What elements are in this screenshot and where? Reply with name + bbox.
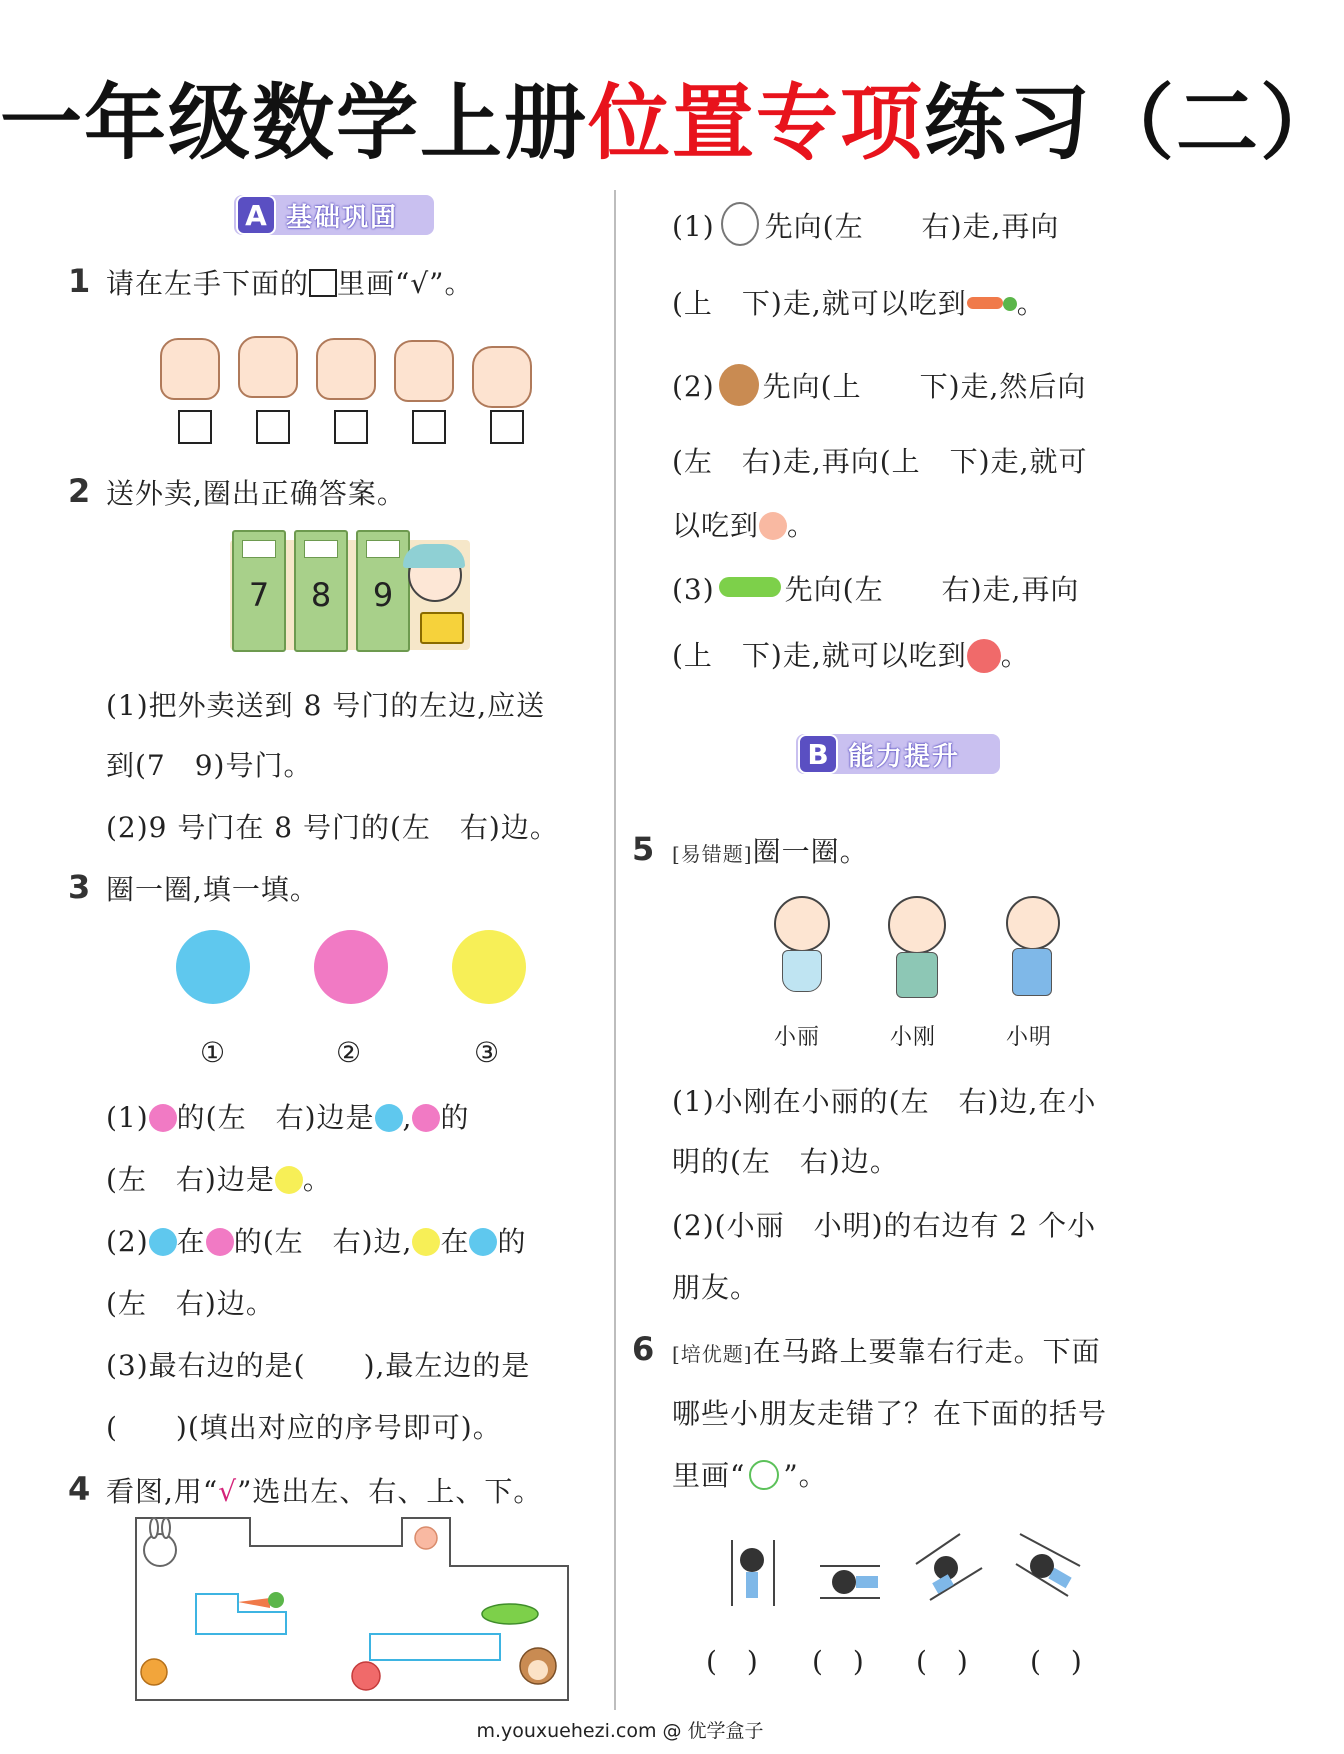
answer-bracket[interactable]: ( ) — [1030, 1645, 1083, 1678]
blue-dot-icon — [375, 1104, 403, 1132]
circle-label-2: ② — [336, 1036, 363, 1069]
apple-icon — [967, 639, 1001, 673]
door-7: 7 — [232, 530, 286, 652]
answer-bracket[interactable]: ( ) — [916, 1645, 969, 1678]
q3-part1-line1: (1) 的(左 右)边是 , 的 — [106, 1101, 470, 1134]
maze-map — [134, 1516, 574, 1702]
food-box-icon — [420, 612, 464, 644]
q1-text-b: 里画“√”。 — [337, 267, 474, 300]
rabbit-icon — [721, 202, 759, 246]
circle-label-1: ① — [200, 1036, 227, 1069]
q5-prompt: [易错题]圈一圈。 — [672, 835, 869, 868]
q3-part3-line1: (3)最右边的是( ),最左边的是 — [106, 1349, 531, 1382]
q1-text-a: 请在左手下面的 — [106, 267, 310, 300]
yellow-circle — [452, 930, 526, 1004]
section-b-label: 能力提升 — [848, 741, 961, 772]
answer-checkbox[interactable] — [412, 410, 446, 444]
q3-part3-line2: ( )(填出对应的序号即可)。 — [106, 1411, 502, 1444]
column-divider — [614, 190, 616, 1710]
apple-icon — [352, 1662, 380, 1690]
carrot-leaf-icon — [1003, 297, 1017, 311]
q4-part3-line1: (3) 先向(左 右)走,再向 — [672, 573, 1080, 606]
door-9: 9 — [356, 530, 410, 652]
q3-part2-line2: (左 右)边。 — [106, 1287, 275, 1320]
kid-walking-icon — [1030, 1554, 1054, 1578]
q5-part2-line2: 朋友。 — [672, 1271, 760, 1304]
kid-walking-icon — [832, 1570, 856, 1594]
q2-part1-line2: 到(7 9)号门。 — [106, 749, 313, 782]
q2-part2: (2)9 号门在 8 号门的(左 右)边。 — [106, 811, 559, 844]
kid-name-xiaogang: 小刚 — [890, 1025, 937, 1050]
q3-part1-line2: (左 右)边是 。 — [106, 1163, 332, 1196]
question-number: 5 — [632, 830, 655, 868]
q4-part2-line3: 以吃到 。 — [672, 509, 817, 542]
section-a-header — [234, 195, 434, 235]
tag-advanced: [培优题] — [672, 1342, 753, 1366]
rabbit-ear-icon — [162, 1518, 170, 1538]
answer-checkbox[interactable] — [178, 410, 212, 444]
q5-part1-line1: (1)小刚在小丽的(左 右)边,在小 — [672, 1085, 1097, 1118]
section-a-letter: A — [236, 195, 276, 235]
carrot-leaf-icon — [268, 1592, 284, 1608]
section-b-letter: B — [798, 734, 838, 774]
tag-easy-mistake: [易错题] — [672, 842, 753, 866]
q5-part1-line2: 明的(左 右)边。 — [672, 1145, 899, 1178]
helmet-icon — [403, 544, 465, 568]
question-number: 6 — [632, 1330, 655, 1368]
door-8: 8 — [294, 530, 348, 652]
kid-body-icon — [856, 1576, 878, 1588]
caterpillar-icon — [482, 1604, 538, 1624]
answer-checkbox[interactable] — [490, 410, 524, 444]
hand-thumbs-up-icon — [160, 338, 220, 400]
kid-xiaogang-icon — [884, 896, 946, 1006]
page-title — [0, 58, 1344, 175]
q4-part2-line2: (左 右)走,再向(上 下)走,就可 — [672, 445, 1088, 478]
q6-line2: 哪些小朋友走错了？在下面的括号 — [672, 1397, 1108, 1430]
answer-checkbox[interactable] — [256, 410, 290, 444]
hand-pointing-icon — [472, 346, 532, 408]
q4-prompt: 看图,用“√”选出左、右、上、下。 — [106, 1475, 543, 1508]
title-part3: 练习（二） — [924, 76, 1344, 171]
check-mark: √ — [218, 1475, 238, 1508]
answer-checkbox[interactable] — [334, 410, 368, 444]
q3-part2-line1: (2) 在 的(左 右)边, 在 的 — [106, 1225, 527, 1258]
kid-name-xiaoli: 小丽 — [774, 1025, 821, 1050]
blue-dot-icon — [149, 1228, 177, 1256]
q4-part2-line1: (2) 先向(上 下)走,然后向 — [672, 364, 1086, 406]
footer-watermark: m.youxuehezi.com @ 优学盒子 — [476, 1720, 764, 1742]
question-number: 2 — [68, 472, 91, 510]
pink-dot-icon — [206, 1228, 234, 1256]
q1-prompt — [106, 262, 474, 302]
kid-body-icon — [746, 1572, 758, 1598]
pink-dot-icon — [149, 1104, 177, 1132]
blue-dot-icon — [469, 1228, 497, 1256]
walking-kids-picture — [720, 1520, 1120, 1610]
answer-bracket[interactable]: ( ) — [706, 1645, 759, 1678]
monkey-icon — [719, 364, 759, 406]
yellow-dot-icon — [412, 1228, 440, 1256]
kid-xiaoming-icon — [1000, 896, 1062, 1006]
hand-open-palm-icon — [238, 336, 298, 398]
q3-prompt: 圈一圈,填一填。 — [106, 873, 319, 906]
section-b-header — [796, 734, 1000, 774]
caterpillar-icon — [719, 577, 781, 597]
pink-circle — [314, 930, 388, 1004]
question-number: 3 — [68, 868, 91, 906]
q4-part1-line1: (1) 先向(左 右)走,再向 — [672, 202, 1059, 246]
rabbit-ear-icon — [150, 1518, 158, 1538]
question-number: 1 — [68, 262, 91, 300]
carrot-icon — [967, 297, 1003, 309]
question-number: 4 — [68, 1470, 91, 1508]
kid-name-xiaoming: 小明 — [1006, 1025, 1053, 1050]
q4-part1-line2: (上 下)走,就可以吃到 。 — [672, 287, 1046, 320]
title-highlight: 位置专项 — [588, 76, 925, 171]
kid-walking-icon — [740, 1548, 764, 1572]
q5-part2-line1: (2)(小丽 小明)的右边有 2 个小 — [672, 1209, 1097, 1242]
q2-prompt: 送外卖,圈出正确答案。 — [106, 477, 406, 510]
box-symbol — [309, 269, 337, 297]
q6-line3: 里画“ ”。 — [672, 1459, 828, 1492]
q2-part1-line1: (1)把外卖送到 8 号门的左边,应送 — [106, 689, 546, 722]
pink-dot-icon — [412, 1104, 440, 1132]
q4-part3-line2: (上 下)走,就可以吃到 。 — [672, 639, 1030, 672]
section-a-label: 基础巩固 — [286, 202, 399, 233]
peach-icon — [759, 512, 787, 540]
q6-line1: [培优题]在马路上要靠右行走。下面 — [672, 1335, 1101, 1368]
yellow-dot-icon — [275, 1166, 303, 1194]
kid-xiaoli-icon — [770, 896, 832, 1006]
monkey-face-icon — [528, 1660, 548, 1680]
rabbit-icon — [144, 1534, 176, 1566]
hand-thumbs-up-icon — [316, 338, 376, 400]
circle-symbol-icon — [749, 1460, 779, 1490]
circle-label-3: ③ — [474, 1036, 501, 1069]
hand-fist-icon — [394, 340, 454, 402]
answer-bracket[interactable]: ( ) — [812, 1645, 865, 1678]
rooster-icon — [141, 1659, 167, 1685]
title-part1: 一年级数学上册 — [0, 76, 589, 171]
peach-icon — [415, 1527, 437, 1549]
blue-circle — [176, 930, 250, 1004]
